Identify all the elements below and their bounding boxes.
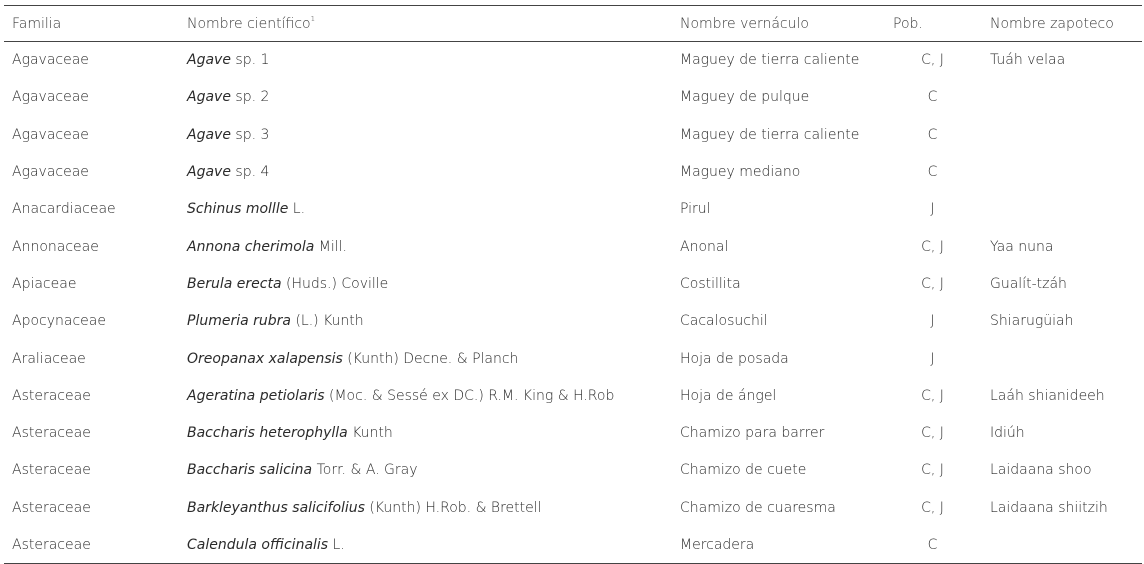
cell-nombre-vernaculo: Costillita [680, 275, 741, 292]
cell-nombre-vernaculo: Chamizo para barrer [680, 425, 825, 442]
cell-nombre-cientifico [187, 116, 680, 153]
epithet: erecta [232, 275, 282, 292]
cell-pob: C [927, 126, 938, 143]
table-row [4, 526, 1142, 563]
author: L. [288, 201, 306, 218]
scientific-name-italic [187, 388, 325, 404]
cell-familia: Asteraceae [12, 387, 91, 404]
author: (Huds.) Coville [281, 275, 389, 292]
cell-nombre-vernaculo: Chamizo de cuete [680, 462, 807, 479]
author: (L.) Kunth [291, 313, 364, 330]
epithet: heterophylla [254, 425, 348, 442]
cell-nombre-zapoteco: Laáh shianideeh [990, 387, 1105, 404]
genus: Annona [187, 238, 241, 255]
cell-nombre-zapoteco [990, 116, 1142, 153]
cell-nombre-zapoteco [990, 191, 1142, 228]
epithet: mollle [241, 201, 289, 218]
cell-familia: Asteraceae [12, 425, 91, 442]
table-row [4, 42, 1142, 79]
author: L. [328, 536, 345, 553]
cell-nombre-zapoteco: Shiarugüiah [990, 313, 1074, 330]
table-row [4, 489, 1142, 526]
table-body [4, 42, 1142, 564]
cell-nombre-cientifico [187, 265, 680, 302]
cell-nombre-zapoteco: Tuáh velaa [990, 52, 1066, 69]
cell-nombre-vernaculo: Cacalosuchil [680, 313, 768, 330]
cell-familia: Asteraceae [12, 462, 91, 479]
cell-familia: Asteraceae [12, 499, 91, 516]
cell-pob: C [927, 536, 938, 553]
cell-nombre-zapoteco: Laidaana shoo [990, 462, 1092, 479]
header-pob: Pob. [893, 15, 923, 32]
cell-pob: C, J [921, 462, 944, 479]
table-row [4, 303, 1142, 340]
table-row [4, 452, 1142, 489]
cell-nombre-zapoteco: Gualít-tzáh [990, 275, 1067, 292]
cell-nombre-zapoteco [990, 340, 1142, 377]
genus: Baccharis [187, 425, 255, 442]
epithet: xalapensis [264, 350, 343, 367]
table-row [4, 116, 1142, 153]
cell-nombre-cientifico [187, 153, 680, 190]
scientific-name-italic [187, 164, 231, 180]
cell-familia: Annonaceae [12, 238, 99, 255]
cell-nombre-vernaculo: Maguey de tierra caliente [680, 52, 860, 69]
scientific-name-italic [187, 500, 365, 516]
cell-nombre-cientifico [187, 489, 680, 526]
table-row [4, 228, 1142, 265]
author: Torr. & A. Gray [312, 462, 418, 479]
header-nombre-cientifico [187, 6, 680, 42]
genus: Berula [187, 275, 233, 292]
genus: Agave [187, 89, 231, 106]
cell-familia: Agavaceae [12, 164, 89, 181]
cell-familia: Apiaceae [12, 275, 77, 292]
scientific-name-italic [187, 313, 291, 329]
epithet: salicina [254, 462, 313, 479]
cell-nombre-cientifico [187, 340, 680, 377]
epithet: officinalis [256, 536, 329, 553]
genus: Ageratina [187, 387, 256, 404]
table-row [4, 265, 1142, 302]
cell-nombre-zapoteco: Laidaana shiitzih [990, 499, 1108, 516]
cell-familia: Anacardiaceae [12, 201, 116, 218]
genus: Agave [187, 52, 231, 69]
header-nombre-zapoteco: Nombre zapoteco [990, 15, 1114, 32]
header-nombre-vernaculo: Nombre vernáculo [680, 15, 809, 32]
cell-nombre-cientifico [187, 452, 680, 489]
scientific-name-italic [187, 89, 231, 105]
cell-pob: C, J [921, 275, 944, 292]
cell-nombre-vernaculo: Maguey mediano [680, 164, 801, 181]
scientific-name-italic [187, 201, 288, 217]
cell-nombre-cientifico [187, 414, 680, 451]
author: (Kunth) Decne. & Planch [342, 350, 519, 367]
cell-nombre-cientifico [187, 303, 680, 340]
epithet: salicifolius [287, 499, 365, 516]
species-table [4, 5, 1142, 564]
table-row [4, 79, 1142, 116]
table-row [4, 340, 1142, 377]
cell-nombre-zapoteco: Idiúh [990, 425, 1025, 442]
scientific-name-italic [187, 537, 328, 553]
scientific-name-italic [187, 127, 231, 143]
cell-familia: Agavaceae [12, 89, 89, 106]
cell-nombre-vernaculo: Mercadera [680, 536, 755, 553]
cell-familia: Agavaceae [12, 126, 89, 143]
cell-nombre-vernaculo: Hoja de posada [680, 350, 789, 367]
cell-nombre-vernaculo: Maguey de tierra caliente [680, 126, 860, 143]
epithet: cherimola [240, 238, 315, 255]
table-row [4, 377, 1142, 414]
cell-nombre-zapoteco [990, 79, 1142, 116]
author: sp. 2 [230, 89, 270, 106]
cell-pob: J [930, 350, 935, 367]
cell-nombre-vernaculo: Pirul [680, 201, 711, 218]
genus: Calendula [187, 536, 257, 553]
genus: Plumeria [187, 313, 249, 330]
cell-familia: Araliaceae [12, 350, 86, 367]
cell-pob: C, J [921, 499, 944, 516]
author: Kunth [347, 425, 393, 442]
cell-pob: J [930, 201, 935, 218]
cell-nombre-zapoteco: Yaa nuna [990, 238, 1054, 255]
cell-pob: C, J [921, 52, 944, 69]
header-nombre-cientifico-label: Nombre científico [187, 15, 311, 32]
scientific-name-italic [187, 425, 348, 441]
cell-nombre-cientifico [187, 377, 680, 414]
cell-nombre-vernaculo: Anonal [680, 238, 729, 255]
header-row [4, 6, 1142, 42]
header-familia: Familia [12, 15, 62, 32]
epithet: rubra [248, 313, 291, 330]
author: (Moc. & Sessé ex DC.) R.M. King & H.Rob [324, 387, 615, 404]
scientific-name-italic [187, 276, 282, 292]
author: (Kunth) H.Rob. & Brettell [364, 499, 542, 516]
author: sp. 3 [230, 126, 270, 143]
author: Mill. [314, 238, 347, 255]
cell-nombre-cientifico [187, 526, 680, 563]
cell-pob: C, J [921, 425, 944, 442]
genus: Agave [187, 126, 231, 143]
author: sp. 4 [230, 164, 270, 181]
scientific-name-italic [187, 52, 231, 68]
table-row [4, 153, 1142, 190]
cell-pob: C, J [921, 238, 944, 255]
cell-nombre-cientifico [187, 228, 680, 265]
genus: Barkleyanthus [187, 499, 288, 516]
scientific-name-italic [187, 351, 343, 367]
table-row [4, 414, 1142, 451]
footnote-marker: 1 [310, 14, 316, 23]
cell-nombre-vernaculo: Hoja de ángel [680, 387, 777, 404]
genus: Agave [187, 164, 231, 181]
cell-pob: C [927, 164, 938, 181]
cell-nombre-zapoteco [990, 153, 1142, 190]
cell-nombre-cientifico [187, 191, 680, 228]
table-row [4, 191, 1142, 228]
epithet: petiolaris [255, 387, 325, 404]
scientific-name-italic [187, 462, 312, 478]
genus: Schinus [187, 201, 242, 218]
genus: Baccharis [187, 462, 255, 479]
cell-nombre-vernaculo: Maguey de pulque [680, 89, 810, 106]
cell-nombre-cientifico [187, 42, 680, 79]
cell-nombre-cientifico [187, 79, 680, 116]
author: sp. 1 [230, 52, 270, 69]
cell-familia: Apocynaceae [12, 313, 106, 330]
cell-pob: C [927, 89, 938, 106]
cell-pob: C, J [921, 387, 944, 404]
cell-nombre-zapoteco [990, 526, 1142, 563]
scientific-name-italic [187, 239, 314, 255]
cell-pob: J [930, 313, 935, 330]
cell-nombre-vernaculo: Chamizo de cuaresma [680, 499, 836, 516]
cell-familia: Asteraceae [12, 536, 91, 553]
table-header [4, 6, 1142, 42]
genus: Oreopanax [187, 350, 265, 367]
cell-familia: Agavaceae [12, 52, 89, 69]
